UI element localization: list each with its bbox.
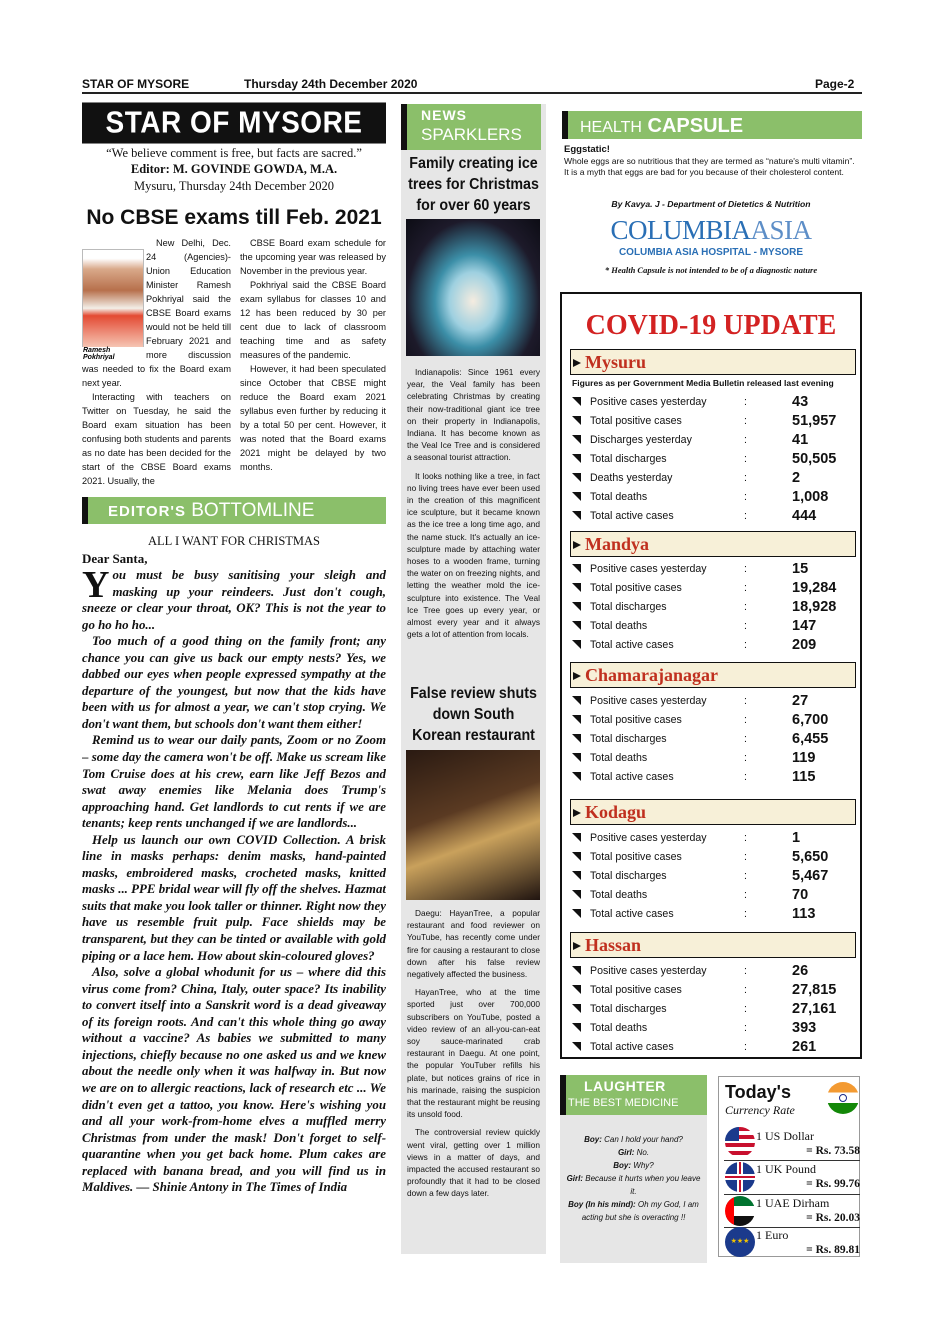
covid-value: 70 [792,887,809,903]
covid-row [572,507,858,525]
covid-label: Total positive cases [590,582,682,594]
story2-para: Daegu: HayanTree, a popular restaurant and food reviewer on YouTube, has recently come under fire for causing a restaurant to close down after his false review negatively affected the business. [407,908,540,980]
covid-value: 444 [792,508,817,524]
currency-value: = Rs. 89.81 [806,1244,860,1256]
joke-line: Oh my God, I am acting but she is overacting !! [581,1200,699,1222]
arrow-icon [572,416,581,425]
covid-colon: : [744,582,747,594]
columbia-asia-logo [560,215,862,246]
arrow-icon [572,511,581,520]
laughter-text [563,1133,704,1224]
covid-label: Total positive cases [590,851,682,863]
joke-line: Can I hold your hand? [601,1135,683,1144]
health-text: Whole eggs are so nutritious that they are termed as “nature's multi vitamin”. It is a myth that eggs are bad for you because of their cholesterol content. [564,156,855,178]
arrow-icon [572,715,581,724]
covid-colon: : [744,415,747,427]
arrow-icon [572,602,581,611]
covid-row [572,617,858,635]
laughter-bar-2: THE BEST MEDICINE [568,1097,679,1109]
covid-row [572,905,858,923]
arrow-icon [572,397,581,406]
arrow-icon [572,772,581,781]
covid-colon: : [744,396,747,408]
header-rule [82,92,862,94]
covid-value: 2 [792,470,801,486]
rates-subtitle: Currency Rate [725,1103,795,1117]
arrow-icon [572,1004,581,1013]
covid-row [572,1000,858,1018]
covid-row [572,711,858,729]
covid-value: 15 [792,561,809,577]
page-number: Page-2 [815,77,855,91]
covid-colon: : [744,870,747,882]
covid-colon: : [744,1003,747,1015]
covid-colon: : [744,639,747,651]
story1-text [407,366,540,640]
covid-colon: : [744,1022,747,1034]
lead-col-2 [240,236,386,474]
covid-value: 50,505 [792,451,837,467]
currency-value: = Rs. 20.03 [806,1212,860,1224]
editorial-bar-rest: BOTTOMLINE [191,500,315,521]
covid-row [572,636,858,654]
covid-value: 393 [792,1020,817,1036]
health-title: Eggstatic! [564,144,610,155]
covid-label: Positive cases yesterday [590,832,707,844]
covid-label: Positive cases yesterday [590,695,707,707]
hospital-name: COLUMBIA ASIA HOSPITAL - MYSORE [618,247,804,258]
covid-colon: : [744,453,747,465]
covid-row [572,1019,858,1037]
covid-colon: : [744,832,747,844]
currency-divider [724,1160,860,1161]
lead-headline: No CBSE exams till Feb. 2021 [86,206,382,229]
covid-value: 1 [792,830,801,846]
currency-name: 1 UK Pound [756,1162,817,1176]
logo-part-1: COLUMBIA [610,215,751,245]
health-bar-2: CAPSULE [647,115,744,137]
covid-label: Total deaths [590,620,648,632]
speaker: Boy (In his mind): [568,1200,636,1209]
district-hassan: Hassan [570,932,856,958]
covid-colon: : [744,908,747,920]
joke-line: No. [634,1148,650,1157]
covid-row [572,488,858,506]
india-flag-icon [827,1082,859,1114]
photo-caption: Ramesh Pokhriyal [82,347,144,361]
covid-value: 5,650 [792,849,829,865]
covid-value: 26 [792,963,809,979]
lead-para: However, it had been speculated since October that CBSE might reduce the Board exam 2021 syllabus even further by reducing it by a total 50 per cent. However, it was noted that the Board exams 2021 might be delayed by two months. [240,364,386,472]
covid-row [572,886,858,904]
masthead-motto: “We believe comment is free, but facts are sacred.” [106,146,362,160]
speaker: Girl: [617,1148,635,1157]
lead-para: Interacting with teachers on Twitter on Tuesday, he said the Board exam situation has been confusing both students and parents as no date has been decided for the start of the CBSE Board exams 2021. Usually, the [82,392,231,486]
covid-label: Total positive cases [590,415,682,427]
covid-colon: : [744,601,747,613]
editorial-body [82,567,386,1267]
uae-flag-icon [725,1196,755,1226]
arrow-icon [572,909,581,918]
running-paper-name: STAR OF MYSORE [82,77,190,91]
editorial-title: ALL I WANT FOR CHRISTMAS [147,534,320,548]
covid-row [572,962,858,980]
covid-value: 6,455 [792,731,829,747]
arrow-icon [572,583,581,592]
covid-colon: : [744,851,747,863]
covid-row [572,450,858,468]
covid-label: Total discharges [590,870,667,882]
covid-colon: : [744,491,747,503]
euro-flag-icon: ★★★ [725,1227,755,1257]
currency-value: = Rs. 99.76 [806,1178,860,1190]
covid-row [572,768,858,786]
arrow-icon [572,852,581,861]
story1-headline: Family creating ice trees for Christmas for over 60 years [408,155,539,214]
arrow-icon [572,871,581,880]
covid-colon: : [744,434,747,446]
covid-value: 27,815 [792,982,837,998]
covid-label: Total deaths [590,752,648,764]
covid-label: Total discharges [590,1003,667,1015]
editorial-para: ou must be busy sanitising your sleigh and masking up your reindeers. Just don't cough, sneeze or clear your throat, OK? This is not the year to go ho ho ho... [82,568,386,632]
district-mandya: Mandya [570,531,856,557]
arrow-icon [572,454,581,463]
covid-label: Deaths yesterday [590,472,673,484]
covid-label: Total discharges [590,453,667,465]
covid-colon: : [744,965,747,977]
logo-part-2: ASIA [750,215,812,245]
covid-note: Figures as per Government Media Bulletin released last evening [572,378,834,388]
covid-label: Total deaths [590,889,648,901]
speaker: Girl: [566,1174,584,1183]
arrow-icon [572,1023,581,1032]
news-sparklers-tag [401,104,541,150]
covid-value: 51,957 [792,413,837,429]
editorial-para: Also, solve a global whodunit for us – where did this virus come from? China, Italy, outer space? Its inability to convert itself into a Sanskrit word is a dead giveaway of its foreign roots. And can't this whole thing go away without a vaccine? As babies we submitted to many injections, chiefly because no one asked us and we knew about the needle only when it was halfway in. But now we are on to allergic reactions, lack of research etc ... We didn't even get a tattoo, you know. Here's wishing you and all your work-from-home elves a muffled merry Christmas from under the mask! Don't forget to self-quarantine when you get back home. Plum cakes are replaced with banana bread, and you will find us in Maldives. — Shinie Antony in The Times of India [82,965,386,1195]
district-chamarajanagar: Chamarajanagar [570,662,856,688]
covid-label: Total active cases [590,510,674,522]
masthead-logo: STAR OF MYSORE [82,102,386,143]
photo-float [82,236,146,360]
news-tag-2: SPARKLERS [421,125,522,144]
covid-row [572,749,858,767]
arrow-icon [572,473,581,482]
health-disclaimer: * Health Capsule is not intended to be of a diagnostic nature [604,265,818,275]
covid-row [572,560,858,578]
covid-label: Positive cases yesterday [590,965,707,977]
covid-value: 119 [792,750,816,766]
covid-value: 115 [792,769,816,785]
covid-row [572,848,858,866]
laughter-bar-1: LAUGHTER [584,1078,666,1094]
covid-value: 209 [792,637,817,653]
district-mysuru: Mysuru [570,349,856,375]
editorial-para: Too much of a good thing on the family front; any chance you can give us back our empty nests? Yes, we dabbed our eyes when people expressed sympathy at the departure of the youngest, but now that the kids have been with us for almost a year, we can't stop crying. We don't want them, but schools don't want them either! [82,634,386,731]
currency-name: 1 Euro [756,1228,789,1242]
currency-name: 1 US Dollar [756,1129,814,1143]
covid-row [572,469,858,487]
district-kodagu: Kodagu [570,799,856,825]
covid-label: Total active cases [590,908,674,920]
lead-para: CBSE Board exam schedule for the upcoming year was released by November in the previous year. [240,238,386,276]
arrow-icon [572,1042,581,1051]
covid-label: Total deaths [590,1022,648,1034]
covid-label: Total active cases [590,639,674,651]
health-byline: By Kavya. J - Department of Dietetics & Nutrition [611,199,811,209]
joke-line: Because it hurts when you leave it. [583,1174,701,1196]
covid-row [572,412,858,430]
covid-row [572,393,858,411]
covid-colon: : [744,889,747,901]
covid-label: Total positive cases [590,984,682,996]
covid-value: 43 [792,394,809,410]
covid-value: 113 [792,906,816,922]
joke-line: Why? [631,1161,654,1170]
editorial-para: Remind us to wear our daily pants, Zoom or no Zoom – some day the camera won't be off. Make us scream like Tom Cruise does at his crew, earn like Jeff Bezos and swat away enemies like Melania does Trump's approaching hand. Get landlords to cut rents if we are tenants; keep rents unchanged if we are landlords... [82,733,386,831]
masthead-editor: Editor: M. GOVINDE GOWDA, M.A. [130,162,338,176]
covid-value: 5,467 [792,868,829,884]
story1-para: It looks nothing like a tree, in fact no living trees have ever been used in the creation of this magnificent ice sculpture, but it became known as the ice tree a long time ago, and the name stuck. It's actually an ice-sculpture made by attaching water hoses to a wooden frame, turning the water on on freezing nights, and letting the weather mold the ice-sculpture into existence. The Veal Ice Tree goes up every year, or almost every year and it always gets a lot of attention from locals. [407,470,540,640]
speaker: Boy: [584,1135,602,1144]
currency-value: = Rs. 73.58 [806,1145,860,1157]
covid-label: Total active cases [590,1041,674,1053]
arrow-icon [572,621,581,630]
chakra-icon [839,1094,847,1102]
lead-col-1 [82,236,231,488]
covid-label: Total active cases [590,771,674,783]
covid-label: Total deaths [590,491,648,503]
covid-value: 27 [792,693,809,709]
currency-divider [724,1194,860,1195]
covid-colon: : [744,714,747,726]
arrow-icon [572,985,581,994]
covid-row [572,692,858,710]
arrow-icon [572,833,581,842]
covid-label: Total discharges [590,733,667,745]
covid-colon: : [744,771,747,783]
covid-label: Total discharges [590,601,667,613]
uk-flag-icon [725,1162,755,1192]
us-flag-icon [725,1127,755,1157]
restaurant-photo [406,750,540,900]
arrow-icon [572,435,581,444]
arrow-icon [572,640,581,649]
rates-title: Today's [725,1082,791,1102]
uk-cross-h [725,1174,755,1180]
ice-tree-photo [406,219,540,356]
covid-row [572,431,858,449]
covid-colon: : [744,733,747,745]
editorial-bar [82,497,386,524]
story2-para: The controversial review quickly went viral, getting over 1 million views in a matter of days, and impacted the accused restaurant so profoundly that it had to be closed down a few days later. [407,1127,540,1199]
currency-name: 1 UAE Dirham [756,1196,830,1210]
arrow-icon [572,966,581,975]
covid-value: 6,700 [792,712,829,728]
arrow-icon [572,492,581,501]
covid-value: 1,008 [792,489,829,505]
covid-row [572,730,858,748]
masthead-dateline: Mysuru, Thursday 24th December 2020 [133,179,335,193]
covid-value: 19,284 [792,580,837,596]
arrow-icon [572,890,581,899]
covid-label: Discharges yesterday [590,434,692,446]
covid-row [572,598,858,616]
covid-colon: : [744,510,747,522]
running-date: Thursday 24th December 2020 [244,77,418,91]
covid-colon: : [744,1041,747,1053]
drop-cap: Y [82,567,110,606]
covid-label: Positive cases yesterday [590,563,707,575]
lead-para: Pokhriyal said the CBSE Board exam syllabus for classes 10 and 12 has been reduced by 30 per cent due to lack of classroom teaching time and as safety measures of the pandemic. [240,280,386,360]
covid-value: 18,928 [792,599,837,615]
covid-label: Positive cases yesterday [590,396,707,408]
covid-colon: : [744,472,747,484]
covid-row [572,579,858,597]
covid-colon: : [744,563,747,575]
health-bar-1: HEALTH [580,119,642,136]
covid-label: Total positive cases [590,714,682,726]
covid-row [572,829,858,847]
covid-value: 147 [792,618,817,634]
lead-para: New Delhi, Dec. 24 (Agencies)- Union Education Minister Ramesh Pokhriyal said the CBSE Board exams would not be held till February 2021 and more discussion was needed to fix the Board exam next year. [82,238,231,388]
covid-colon: : [744,752,747,764]
covid-row [572,981,858,999]
speaker: Boy: [613,1161,632,1170]
covid-value: 261 [792,1039,817,1055]
arrow-icon [572,734,581,743]
laughter-bar [560,1075,707,1115]
editorial-bar-bold: EDITOR'S [108,503,186,520]
covid-colon: : [744,695,747,707]
health-capsule-bar [562,111,862,139]
arrow-icon [572,696,581,705]
story1-para: Indianapolis: Since 1961 every year, the Veal family has been celebrating Christmas by creating their now-traditional giant ice tree on their property in Indianapolis, Indiana. It has become known as the Veal Ice Tree and is considered a seasonal tourist attraction. [407,367,540,463]
story2-para: HayanTree, who at the time sported just over 700,000 subscribers on YouTube, posted a video review of an all-you-can-eat soy sauce-marinated crab restaurant in Daegu. At one point, the popular YouTuber refills his plate, but notices grains of rice in his marinade, raising the suspicion that the restaurant might be reusing its unsold food. [407,987,540,1120]
covid-value: 41 [792,432,809,448]
covid-value: 27,161 [792,1001,837,1017]
story2-text [407,907,540,1200]
editorial-para: Help us launch our own COVID Collection. A brisk line in masks perhaps: denim masks, hand-painted masks, embroidered masks, crocheted masks, knitted masks ... PPE bridal wear will fly off the shelves. Hazmat suits that make you look taller or thinner. Right now they have us resemble fruit pulp. Face shields may be transparent, but they can be tinted or available with gold piping or a lace hem. How about skin-coloured gloves? [82,832,386,963]
story2-headline: False review shuts down South Korean restaurant [410,685,537,744]
editorial-salutation: Dear Santa, [82,551,148,566]
covid-row [572,1038,858,1056]
arrow-icon [572,753,581,762]
covid-colon: : [744,984,747,996]
covid-title: COVID-19 UPDATE [585,310,837,341]
covid-colon: : [744,620,747,632]
covid-row [572,867,858,885]
news-tag-1: NEWS [421,107,467,123]
arrow-icon [572,564,581,573]
